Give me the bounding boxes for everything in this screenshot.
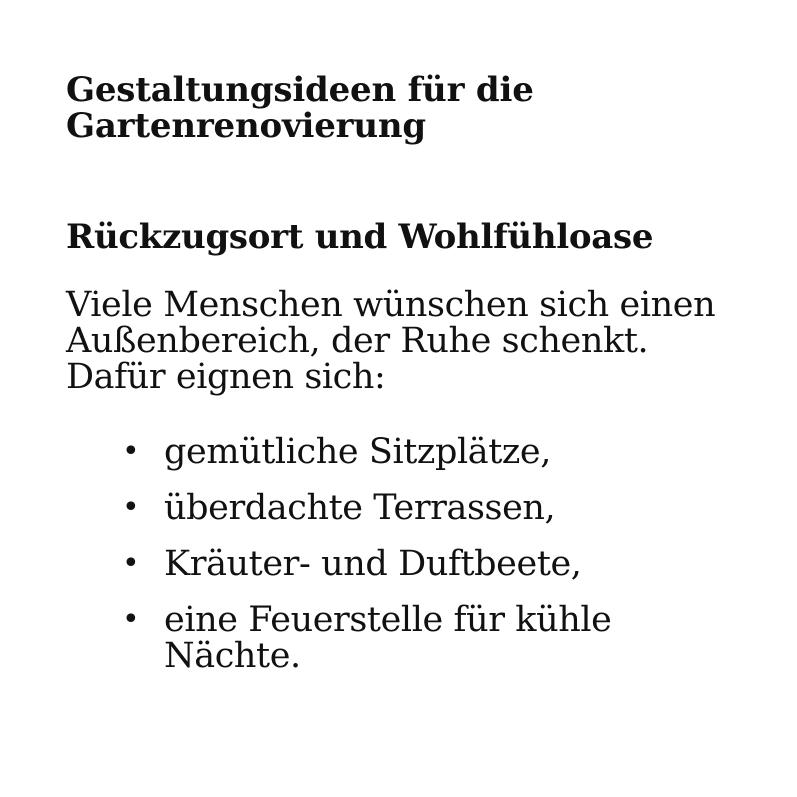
intro-paragraph: Viele Menschen wünschen sich einen Außenbereich, der Ruhe schenkt. Dafür eignen sich: [66,285,716,397]
bullet-icon: • [122,490,140,525]
list-item [66,602,664,674]
list-item-text: gemütliche Sitzplätze, [164,432,551,472]
bullet-icon: • [122,602,140,637]
list-item-text: Kräuter- und Duftbeete, [164,544,582,584]
list-item [66,434,664,470]
page-title: Gestaltungsideen für die Gartenrenovierung [66,70,534,146]
bullet-icon: • [122,434,140,469]
section-heading: Rückzugsort und Wohlfühloase [66,217,654,257]
bullet-list [66,434,664,694]
bullet-icon: • [122,546,140,581]
list-item [66,490,664,526]
list-item [66,546,664,582]
list-item-text: eine Feuerstelle für kühle Nächte. [164,600,612,676]
list-item-text: überdachte Terrassen, [164,488,556,528]
